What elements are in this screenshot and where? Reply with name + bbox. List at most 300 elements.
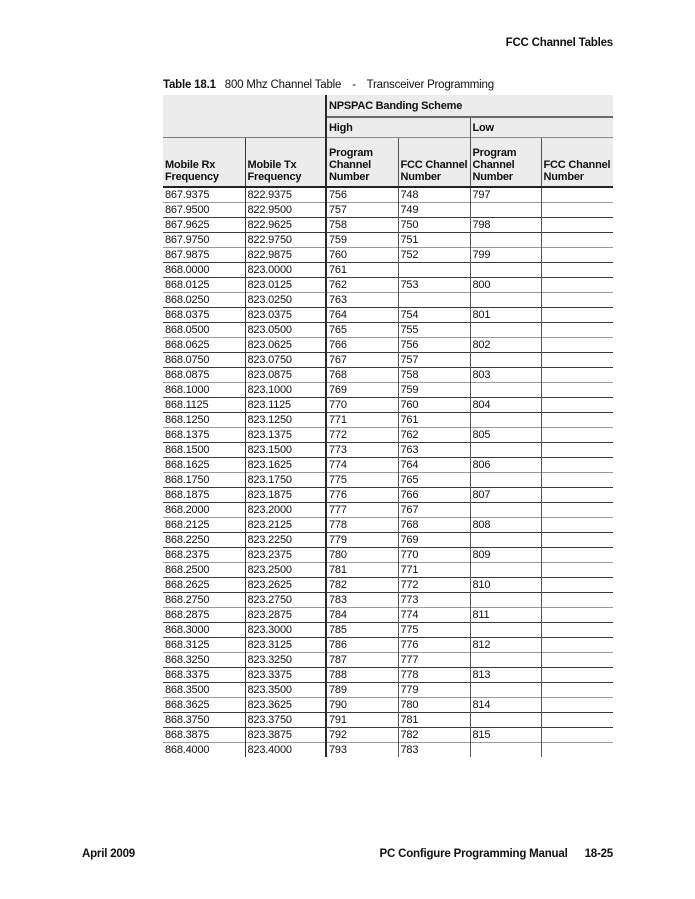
cell-low-fcc-channel: [541, 428, 613, 443]
cell-low-program-channel: 806: [470, 458, 541, 473]
cell-low-program-channel: [470, 473, 541, 488]
cell-low-program-channel: 810: [470, 578, 541, 593]
table-row: [163, 398, 613, 413]
table-caption-label: Table 18.1: [163, 79, 216, 91]
cell-mobile-tx-frequency: 822.9875: [245, 248, 326, 263]
cell-mobile-tx-frequency: 822.9375: [245, 187, 326, 203]
cell-low-program-channel: [470, 533, 541, 548]
cell-low-fcc-channel: [541, 368, 613, 383]
cell-low-fcc-channel: [541, 398, 613, 413]
cell-high-fcc-channel: 758: [398, 368, 470, 383]
column-header-line: FCC Channel: [543, 159, 611, 171]
cell-mobile-rx-frequency: 868.3250: [163, 653, 245, 668]
cell-mobile-rx-frequency: 868.1750: [163, 473, 245, 488]
cell-low-fcc-channel: [541, 548, 613, 563]
cell-high-fcc-channel: 765: [398, 473, 470, 488]
column-header-high-program-channel-number: [326, 138, 398, 188]
table-row: [163, 368, 613, 383]
cell-low-fcc-channel: [541, 503, 613, 518]
cell-high-program-channel: 762: [326, 278, 398, 293]
cell-low-fcc-channel: [541, 443, 613, 458]
cell-high-fcc-channel: 761: [398, 413, 470, 428]
cell-high-program-channel: 761: [326, 263, 398, 278]
column-header-line: Number: [543, 171, 584, 183]
cell-high-program-channel: 765: [326, 323, 398, 338]
cell-mobile-tx-frequency: 823.1875: [245, 488, 326, 503]
header-blank-cell: [163, 95, 326, 138]
cell-high-program-channel: 785: [326, 623, 398, 638]
table-row: [163, 728, 613, 743]
cell-low-fcc-channel: [541, 683, 613, 698]
cell-high-program-channel: 764: [326, 308, 398, 323]
cell-low-fcc-channel: [541, 608, 613, 623]
cell-mobile-tx-frequency: 823.0250: [245, 293, 326, 308]
table-row: [163, 263, 613, 278]
cell-high-program-channel: 791: [326, 713, 398, 728]
cell-high-program-channel: 777: [326, 503, 398, 518]
cell-high-program-channel: 789: [326, 683, 398, 698]
cell-mobile-rx-frequency: 868.0125: [163, 278, 245, 293]
column-header-line: Channel: [329, 159, 371, 171]
cell-high-program-channel: 784: [326, 608, 398, 623]
table-caption-separator: -: [352, 79, 356, 91]
cell-high-program-channel: 779: [326, 533, 398, 548]
cell-high-fcc-channel: 751: [398, 233, 470, 248]
cell-mobile-tx-frequency: 823.2875: [245, 608, 326, 623]
cell-low-program-channel: 813: [470, 668, 541, 683]
cell-high-fcc-channel: 770: [398, 548, 470, 563]
column-header-line: Number: [329, 171, 370, 183]
column-header-mobile-tx-frequency: [245, 138, 326, 188]
table-row: [163, 218, 613, 233]
cell-low-fcc-channel: [541, 338, 613, 353]
cell-mobile-rx-frequency: 868.2375: [163, 548, 245, 563]
cell-high-program-channel: 775: [326, 473, 398, 488]
table-row: [163, 187, 613, 203]
cell-high-fcc-channel: 766: [398, 488, 470, 503]
column-header-low-fcc-channel-number: [541, 138, 613, 188]
footer-manual-title: PC Configure Programming Manual: [379, 848, 568, 860]
cell-high-fcc-channel: 771: [398, 563, 470, 578]
cell-high-program-channel: 778: [326, 518, 398, 533]
cell-high-program-channel: 763: [326, 293, 398, 308]
table-row: [163, 608, 613, 623]
table-caption: [163, 79, 494, 91]
cell-mobile-tx-frequency: 823.2625: [245, 578, 326, 593]
cell-high-fcc-channel: 775: [398, 623, 470, 638]
cell-high-fcc-channel: 754: [398, 308, 470, 323]
cell-mobile-tx-frequency: 823.3625: [245, 698, 326, 713]
table-row: [163, 323, 613, 338]
cell-low-fcc-channel: [541, 668, 613, 683]
cell-high-fcc-channel: 750: [398, 218, 470, 233]
cell-low-fcc-channel: [541, 323, 613, 338]
cell-high-program-channel: 760: [326, 248, 398, 263]
cell-mobile-tx-frequency: 823.2500: [245, 563, 326, 578]
cell-low-program-channel: [470, 593, 541, 608]
table-row: [163, 563, 613, 578]
table-header: [163, 95, 613, 187]
cell-high-program-channel: 767: [326, 353, 398, 368]
cell-low-program-channel: [470, 383, 541, 398]
cell-low-fcc-channel: [541, 533, 613, 548]
cell-mobile-tx-frequency: 823.3125: [245, 638, 326, 653]
cell-high-fcc-channel: 779: [398, 683, 470, 698]
cell-mobile-tx-frequency: 822.9625: [245, 218, 326, 233]
cell-high-program-channel: 773: [326, 443, 398, 458]
cell-low-program-channel: 808: [470, 518, 541, 533]
cell-high-fcc-channel: 776: [398, 638, 470, 653]
cell-high-program-channel: 783: [326, 593, 398, 608]
cell-mobile-rx-frequency: 867.9750: [163, 233, 245, 248]
cell-low-program-channel: 807: [470, 488, 541, 503]
cell-low-program-channel: [470, 623, 541, 638]
cell-low-fcc-channel: [541, 593, 613, 608]
cell-low-fcc-channel: [541, 578, 613, 593]
table-row: [163, 293, 613, 308]
column-header-line: Program: [329, 147, 373, 159]
cell-mobile-tx-frequency: 823.0500: [245, 323, 326, 338]
cell-mobile-rx-frequency: 868.1000: [163, 383, 245, 398]
cell-high-fcc-channel: 781: [398, 713, 470, 728]
column-header-line: Number: [472, 171, 513, 183]
table-row: [163, 518, 613, 533]
cell-low-fcc-channel: [541, 518, 613, 533]
header-subgroup-low: Low: [470, 117, 613, 138]
header-row-group: [163, 95, 613, 117]
cell-low-fcc-channel: [541, 458, 613, 473]
cell-mobile-rx-frequency: 868.0375: [163, 308, 245, 323]
cell-mobile-tx-frequency: 823.1125: [245, 398, 326, 413]
cell-mobile-rx-frequency: 868.2875: [163, 608, 245, 623]
cell-high-fcc-channel: 778: [398, 668, 470, 683]
table-row: [163, 203, 613, 218]
cell-mobile-tx-frequency: 823.2125: [245, 518, 326, 533]
column-header-line: Mobile Rx: [165, 159, 216, 171]
cell-mobile-tx-frequency: 823.0000: [245, 263, 326, 278]
cell-mobile-rx-frequency: 868.3875: [163, 728, 245, 743]
cell-low-program-channel: 809: [470, 548, 541, 563]
cell-high-fcc-channel: 757: [398, 353, 470, 368]
cell-low-fcc-channel: [541, 473, 613, 488]
cell-low-fcc-channel: [541, 653, 613, 668]
cell-mobile-tx-frequency: 822.9500: [245, 203, 326, 218]
cell-mobile-rx-frequency: 868.3375: [163, 668, 245, 683]
table-row: [163, 683, 613, 698]
cell-mobile-tx-frequency: 823.3750: [245, 713, 326, 728]
cell-high-fcc-channel: 769: [398, 533, 470, 548]
table-row: [163, 623, 613, 638]
cell-mobile-tx-frequency: 823.1750: [245, 473, 326, 488]
cell-low-program-channel: 805: [470, 428, 541, 443]
cell-high-program-channel: 786: [326, 638, 398, 653]
cell-mobile-tx-frequency: 823.4000: [245, 743, 326, 758]
header-row-columns: [163, 138, 613, 188]
cell-mobile-rx-frequency: 868.0875: [163, 368, 245, 383]
table-row: [163, 248, 613, 263]
cell-mobile-tx-frequency: 823.0750: [245, 353, 326, 368]
cell-low-fcc-channel: [541, 743, 613, 758]
cell-low-program-channel: 801: [470, 308, 541, 323]
cell-high-program-channel: 759: [326, 233, 398, 248]
cell-mobile-tx-frequency: 823.0625: [245, 338, 326, 353]
table-row: [163, 383, 613, 398]
cell-high-fcc-channel: 764: [398, 458, 470, 473]
table-row: [163, 233, 613, 248]
cell-low-program-channel: 804: [470, 398, 541, 413]
cell-low-program-channel: 812: [470, 638, 541, 653]
cell-mobile-rx-frequency: 868.1875: [163, 488, 245, 503]
cell-mobile-tx-frequency: 823.3375: [245, 668, 326, 683]
cell-mobile-rx-frequency: 868.2250: [163, 533, 245, 548]
cell-high-program-channel: 781: [326, 563, 398, 578]
cell-mobile-rx-frequency: 868.3750: [163, 713, 245, 728]
cell-low-program-channel: [470, 443, 541, 458]
cell-high-program-channel: 782: [326, 578, 398, 593]
cell-mobile-rx-frequency: 868.1500: [163, 443, 245, 458]
column-header-line: FCC Channel: [400, 159, 468, 171]
cell-low-program-channel: [470, 203, 541, 218]
cell-mobile-rx-frequency: 868.1250: [163, 413, 245, 428]
cell-high-fcc-channel: 752: [398, 248, 470, 263]
column-header-line: Program: [472, 147, 517, 159]
table-row: [163, 698, 613, 713]
cell-high-program-channel: 792: [326, 728, 398, 743]
cell-low-program-channel: 800: [470, 278, 541, 293]
table-row: [163, 743, 613, 758]
cell-low-fcc-channel: [541, 698, 613, 713]
cell-high-fcc-channel: 782: [398, 728, 470, 743]
table-row: [163, 338, 613, 353]
cell-mobile-tx-frequency: 823.3250: [245, 653, 326, 668]
cell-mobile-rx-frequency: 868.0625: [163, 338, 245, 353]
cell-mobile-rx-frequency: 868.0500: [163, 323, 245, 338]
cell-mobile-rx-frequency: 867.9625: [163, 218, 245, 233]
table-row: [163, 473, 613, 488]
cell-low-program-channel: [470, 563, 541, 578]
cell-mobile-rx-frequency: 867.9875: [163, 248, 245, 263]
cell-high-fcc-channel: 763: [398, 443, 470, 458]
cell-low-program-channel: 799: [470, 248, 541, 263]
cell-low-fcc-channel: [541, 383, 613, 398]
cell-mobile-tx-frequency: 823.2250: [245, 533, 326, 548]
table-row: [163, 428, 613, 443]
cell-low-fcc-channel: [541, 248, 613, 263]
cell-mobile-tx-frequency: 823.3500: [245, 683, 326, 698]
cell-high-program-channel: 770: [326, 398, 398, 413]
cell-mobile-tx-frequency: 822.9750: [245, 233, 326, 248]
cell-low-fcc-channel: [541, 233, 613, 248]
cell-low-fcc-channel: [541, 638, 613, 653]
cell-high-fcc-channel: [398, 263, 470, 278]
cell-high-program-channel: 790: [326, 698, 398, 713]
cell-mobile-tx-frequency: 823.0375: [245, 308, 326, 323]
cell-low-fcc-channel: [541, 293, 613, 308]
cell-low-program-channel: 798: [470, 218, 541, 233]
cell-mobile-rx-frequency: 868.3000: [163, 623, 245, 638]
table-row: [163, 443, 613, 458]
cell-mobile-rx-frequency: 868.0250: [163, 293, 245, 308]
cell-high-program-channel: 772: [326, 428, 398, 443]
cell-high-fcc-channel: 749: [398, 203, 470, 218]
cell-mobile-tx-frequency: 823.2000: [245, 503, 326, 518]
cell-high-program-channel: 793: [326, 743, 398, 758]
cell-high-fcc-channel: 772: [398, 578, 470, 593]
cell-mobile-rx-frequency: 868.0000: [163, 263, 245, 278]
table-row: [163, 713, 613, 728]
cell-mobile-tx-frequency: 823.2750: [245, 593, 326, 608]
cell-low-program-channel: [470, 293, 541, 308]
table-row: [163, 548, 613, 563]
cell-low-fcc-channel: [541, 187, 613, 203]
cell-low-fcc-channel: [541, 713, 613, 728]
cell-mobile-rx-frequency: 868.1625: [163, 458, 245, 473]
channel-table: [163, 95, 613, 757]
cell-low-fcc-channel: [541, 563, 613, 578]
cell-high-program-channel: 769: [326, 383, 398, 398]
cell-mobile-rx-frequency: 868.3125: [163, 638, 245, 653]
cell-high-program-channel: 774: [326, 458, 398, 473]
cell-high-program-channel: 756: [326, 187, 398, 203]
cell-high-program-channel: 780: [326, 548, 398, 563]
cell-high-program-channel: 758: [326, 218, 398, 233]
cell-low-program-channel: 797: [470, 187, 541, 203]
cell-mobile-rx-frequency: 867.9375: [163, 187, 245, 203]
header-npspac-banding-scheme: NPSPAC Banding Scheme: [326, 95, 613, 117]
cell-low-fcc-channel: [541, 413, 613, 428]
table-caption-title: 800 Mhz Channel Table: [224, 79, 342, 91]
cell-low-program-channel: [470, 233, 541, 248]
cell-mobile-tx-frequency: 823.1375: [245, 428, 326, 443]
cell-mobile-rx-frequency: 868.1375: [163, 428, 245, 443]
cell-mobile-tx-frequency: 823.0875: [245, 368, 326, 383]
cell-mobile-rx-frequency: 868.4000: [163, 743, 245, 758]
table-row: [163, 413, 613, 428]
cell-high-fcc-channel: 753: [398, 278, 470, 293]
cell-low-fcc-channel: [541, 728, 613, 743]
cell-low-program-channel: [470, 743, 541, 758]
cell-high-program-channel: 787: [326, 653, 398, 668]
footer-right: [380, 848, 613, 860]
cell-high-fcc-channel: [398, 293, 470, 308]
footer-date: April 2009: [82, 848, 135, 860]
cell-high-fcc-channel: 748: [398, 187, 470, 203]
cell-low-fcc-channel: [541, 278, 613, 293]
cell-low-program-channel: [470, 323, 541, 338]
cell-high-program-channel: 776: [326, 488, 398, 503]
table-row: [163, 533, 613, 548]
cell-high-fcc-channel: 773: [398, 593, 470, 608]
cell-mobile-rx-frequency: 868.3625: [163, 698, 245, 713]
cell-mobile-tx-frequency: 823.1000: [245, 383, 326, 398]
cell-low-fcc-channel: [541, 353, 613, 368]
cell-mobile-rx-frequency: 868.1125: [163, 398, 245, 413]
cell-high-fcc-channel: 759: [398, 383, 470, 398]
cell-high-fcc-channel: 780: [398, 698, 470, 713]
cell-low-fcc-channel: [541, 488, 613, 503]
cell-low-fcc-channel: [541, 263, 613, 278]
column-header-line: Frequency: [247, 171, 302, 183]
column-header-line: Channel: [472, 159, 515, 171]
cell-mobile-rx-frequency: 868.0750: [163, 353, 245, 368]
cell-mobile-rx-frequency: 868.2625: [163, 578, 245, 593]
cell-low-program-channel: 811: [470, 608, 541, 623]
cell-mobile-tx-frequency: 823.1625: [245, 458, 326, 473]
cell-high-program-channel: 768: [326, 368, 398, 383]
cell-low-fcc-channel: [541, 623, 613, 638]
cell-mobile-rx-frequency: 868.3500: [163, 683, 245, 698]
column-header-line: Number: [400, 171, 441, 183]
table-row: [163, 668, 613, 683]
cell-high-fcc-channel: 755: [398, 323, 470, 338]
cell-low-program-channel: 802: [470, 338, 541, 353]
cell-high-fcc-channel: 767: [398, 503, 470, 518]
header-subgroup-high: High: [326, 117, 470, 138]
table-body: [163, 187, 613, 757]
table-row: [163, 488, 613, 503]
cell-high-program-channel: 788: [326, 668, 398, 683]
cell-low-program-channel: [470, 653, 541, 668]
table-caption-subtitle: Transceiver Programming: [366, 79, 494, 91]
cell-high-program-channel: 766: [326, 338, 398, 353]
table-row: [163, 638, 613, 653]
cell-mobile-tx-frequency: 823.3875: [245, 728, 326, 743]
table-row: [163, 308, 613, 323]
cell-mobile-tx-frequency: 823.3000: [245, 623, 326, 638]
column-header-low-program-channel-number: [470, 138, 541, 188]
cell-low-program-channel: 814: [470, 698, 541, 713]
cell-low-program-channel: [470, 713, 541, 728]
cell-mobile-tx-frequency: 823.2375: [245, 548, 326, 563]
table-row: [163, 593, 613, 608]
cell-high-fcc-channel: 777: [398, 653, 470, 668]
cell-mobile-rx-frequency: 868.2750: [163, 593, 245, 608]
cell-high-program-channel: 757: [326, 203, 398, 218]
cell-low-program-channel: [470, 503, 541, 518]
cell-high-program-channel: 771: [326, 413, 398, 428]
table-row: [163, 653, 613, 668]
cell-low-fcc-channel: [541, 203, 613, 218]
cell-mobile-rx-frequency: 868.2000: [163, 503, 245, 518]
cell-mobile-tx-frequency: 823.1500: [245, 443, 326, 458]
cell-high-fcc-channel: 774: [398, 608, 470, 623]
cell-low-program-channel: 803: [470, 368, 541, 383]
column-header-mobile-rx-frequency: [163, 138, 245, 188]
running-header: FCC Channel Tables: [505, 37, 613, 49]
cell-mobile-rx-frequency: 868.2125: [163, 518, 245, 533]
column-header-line: Frequency: [165, 171, 219, 183]
cell-low-program-channel: [470, 683, 541, 698]
cell-high-fcc-channel: 762: [398, 428, 470, 443]
cell-high-fcc-channel: 768: [398, 518, 470, 533]
table-row: [163, 278, 613, 293]
cell-low-program-channel: [470, 263, 541, 278]
cell-low-program-channel: [470, 353, 541, 368]
cell-mobile-rx-frequency: 867.9500: [163, 203, 245, 218]
cell-mobile-tx-frequency: 823.0125: [245, 278, 326, 293]
table-row: [163, 578, 613, 593]
cell-low-program-channel: 815: [470, 728, 541, 743]
footer-page-number: 18-25: [584, 848, 613, 860]
cell-mobile-tx-frequency: 823.1250: [245, 413, 326, 428]
table-row: [163, 458, 613, 473]
table-row: [163, 503, 613, 518]
table-row: [163, 353, 613, 368]
column-header-line: Mobile Tx: [247, 159, 297, 171]
cell-mobile-rx-frequency: 868.2500: [163, 563, 245, 578]
cell-low-program-channel: [470, 413, 541, 428]
cell-high-fcc-channel: 760: [398, 398, 470, 413]
